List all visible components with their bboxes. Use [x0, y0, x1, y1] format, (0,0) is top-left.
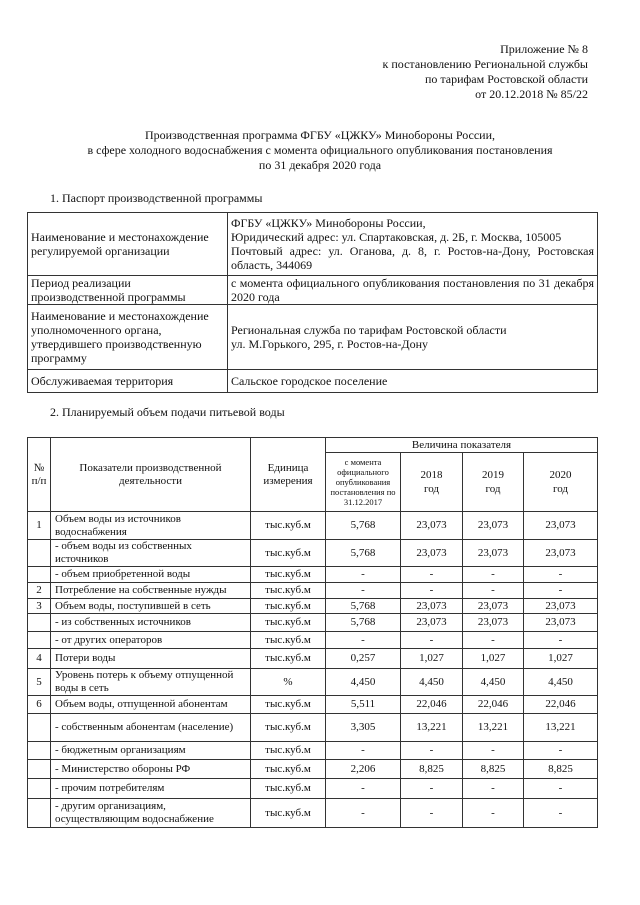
appendix-line: к постановлению Региональной службы	[382, 57, 588, 71]
indicator-name: Потери воды	[51, 649, 251, 669]
unit: тыс.куб.м	[251, 714, 326, 742]
row-number: 1	[28, 512, 51, 540]
year-word: год	[485, 483, 501, 495]
value-period-2017: 4,450	[326, 669, 401, 696]
water-supply-table	[27, 437, 598, 828]
title-line: Производственная программа ФГБУ «ЦЖКУ» Минобороны России,	[144, 128, 496, 142]
value-line: Юридический адрес: ул. Спартаковская, д. 2Б, г. Москва, 105005	[231, 230, 562, 244]
section-1-heading: 1. Паспорт производственной программы	[50, 191, 263, 205]
unit: тыс.куб.м	[251, 742, 326, 760]
header-2019	[463, 453, 524, 512]
row-number	[28, 799, 51, 828]
indicator-name: - из собственных источников	[51, 614, 251, 632]
header-num: № п/п	[28, 438, 51, 512]
indicator-name: Объем воды из источников водоснабжения	[51, 512, 251, 540]
value-2019: -	[463, 779, 524, 799]
year: 2019	[482, 469, 504, 481]
year-word: год	[552, 483, 569, 495]
table-row	[28, 540, 598, 567]
table-row	[28, 799, 598, 828]
value-2019: 22,046	[463, 696, 524, 714]
unit: тыс.куб.м	[251, 599, 326, 614]
table-row	[28, 599, 598, 614]
value-2020: 23,073	[524, 540, 598, 567]
passport-value: Сальское городское поселение	[228, 370, 598, 393]
indicator-name: Потребление на собственные нужды	[51, 583, 251, 599]
value-2020: 13,221	[524, 714, 598, 742]
appendix-line: по тарифам Ростовской области	[424, 72, 588, 86]
indicator-name: - другим организациям, осуществляющим водоснабжение	[51, 799, 251, 828]
table-row	[28, 779, 598, 799]
unit: %	[251, 669, 326, 696]
passport-label: Наименование и местонахождение уполномоченного органа, утвердившего производственную программу	[28, 305, 228, 370]
value-2020: -	[524, 583, 598, 599]
row-number	[28, 760, 51, 779]
header-value-group: Величина показателя	[326, 438, 598, 453]
value-2018: 23,073	[401, 540, 463, 567]
unit: тыс.куб.м	[251, 799, 326, 828]
value-2020: 23,073	[524, 614, 598, 632]
passport-value	[228, 213, 598, 276]
appendix-line: Приложение № 8	[500, 42, 588, 56]
passport-label: Обслуживаемая территория	[28, 370, 228, 393]
table-row	[28, 696, 598, 714]
value-2019: 4,450	[463, 669, 524, 696]
unit: тыс.куб.м	[251, 696, 326, 714]
row-number: 6	[28, 696, 51, 714]
value-period-2017: 5,768	[326, 512, 401, 540]
unit: тыс.куб.м	[251, 614, 326, 632]
table-row	[28, 583, 598, 599]
value-2019: 23,073	[463, 614, 524, 632]
value-line: ФГБУ «ЦЖКУ» Минобороны России,	[231, 216, 426, 230]
row-number	[28, 714, 51, 742]
value-2020: 4,450	[524, 669, 598, 696]
value-2020: -	[524, 742, 598, 760]
value-2020: 1,027	[524, 649, 598, 669]
indicator-name: - Министерство обороны РФ	[51, 760, 251, 779]
value-2019: -	[463, 567, 524, 583]
header-indicator: Показатели производственной деятельности	[51, 438, 251, 512]
table-row	[28, 649, 598, 669]
value-2019: 1,027	[463, 649, 524, 669]
header-2018	[401, 453, 463, 512]
unit: тыс.куб.м	[251, 583, 326, 599]
value-period-2017: -	[326, 742, 401, 760]
indicator-name: - объем воды из собственных источников	[51, 540, 251, 567]
value-period-2017: -	[326, 567, 401, 583]
unit: тыс.куб.м	[251, 760, 326, 779]
value-2019: 23,073	[463, 599, 524, 614]
value-2018: -	[401, 799, 463, 828]
row-number: 2	[28, 583, 51, 599]
year: 2020	[549, 469, 572, 481]
value-period-2017: -	[326, 799, 401, 828]
year-word: год	[423, 483, 440, 495]
value-2018: -	[401, 567, 463, 583]
value-2018: 23,073	[401, 614, 463, 632]
table-row	[28, 742, 598, 760]
value-2018: 23,073	[401, 512, 463, 540]
value-2020: -	[524, 632, 598, 649]
value-period-2017: -	[326, 779, 401, 799]
value-line: ул. М.Горького, 295, г. Ростов-на-Дону	[231, 337, 428, 351]
value-period-2017: 5,511	[326, 696, 401, 714]
passport-label: Период реализации производственной программы	[28, 276, 228, 305]
table-row	[28, 512, 598, 540]
value-period-2017: 2,206	[326, 760, 401, 779]
table-row	[28, 614, 598, 632]
value-2020: 8,825	[524, 760, 598, 779]
value-2019: -	[463, 632, 524, 649]
value-period-2017: 5,768	[326, 540, 401, 567]
value-2018: 1,027	[401, 649, 463, 669]
value-2019: -	[463, 742, 524, 760]
header-unit: Единица измерения	[251, 438, 326, 512]
passport-label: Наименование и местонахождение регулируемой организации	[28, 213, 228, 276]
passport-row	[28, 276, 598, 305]
value-2020: -	[524, 799, 598, 828]
value-period-2017: -	[326, 632, 401, 649]
passport-row	[28, 370, 598, 393]
passport-value: с момента официального опубликования постановления по 31 декабря 2020 года	[228, 276, 598, 305]
indicator-name: - собственным абонентам (население)	[51, 714, 251, 742]
passport-value	[228, 305, 598, 370]
value-2019: 23,073	[463, 512, 524, 540]
title-line: в сфере холодного водоснабжения с момента официального опубликования постановления	[87, 143, 553, 157]
value-line: Региональная служба по тарифам Ростовской области	[231, 323, 507, 337]
indicator-name: Уровень потерь к объему отпущенной воды в сеть	[51, 669, 251, 696]
passport-row	[28, 213, 598, 276]
row-number: 4	[28, 649, 51, 669]
table-row	[28, 632, 598, 649]
value-2020: -	[524, 567, 598, 583]
passport-row	[28, 305, 598, 370]
value-2019: -	[463, 799, 524, 828]
value-period-2017: 5,768	[326, 614, 401, 632]
indicator-name: - бюджетным организациям	[51, 742, 251, 760]
value-2019: 13,221	[463, 714, 524, 742]
title-line: по 31 декабря 2020 года	[258, 158, 382, 172]
value-2018: 4,450	[401, 669, 463, 696]
value-2018: -	[401, 583, 463, 599]
row-number	[28, 540, 51, 567]
indicator-name: Объем воды, поступившей в сеть	[51, 599, 251, 614]
indicator-name: - объем приобретенной воды	[51, 567, 251, 583]
indicator-name: Объем воды, отпущенной абонентам	[51, 696, 251, 714]
value-period-2017: 5,768	[326, 599, 401, 614]
value-2018: -	[401, 779, 463, 799]
value-line: Почтовый адрес: ул. Оганова, д. 8, г. Ростов-на-Дону, Ростовская область, 344069	[231, 244, 594, 272]
value-2020: -	[524, 779, 598, 799]
passport-table	[27, 212, 598, 393]
value-2020: 23,073	[524, 512, 598, 540]
unit: тыс.куб.м	[251, 649, 326, 669]
value-period-2017: 0,257	[326, 649, 401, 669]
unit: тыс.куб.м	[251, 632, 326, 649]
unit: тыс.куб.м	[251, 779, 326, 799]
value-2018: -	[401, 742, 463, 760]
value-2018: 8,825	[401, 760, 463, 779]
row-number	[28, 632, 51, 649]
unit: тыс.куб.м	[251, 540, 326, 567]
year: 2018	[420, 469, 443, 481]
unit: тыс.куб.м	[251, 512, 326, 540]
row-number	[28, 614, 51, 632]
row-number: 5	[28, 669, 51, 696]
value-2020: 23,073	[524, 599, 598, 614]
header-2020	[524, 453, 598, 512]
value-2019: 23,073	[463, 540, 524, 567]
row-number	[28, 779, 51, 799]
document-title	[0, 128, 640, 173]
appendix-reference	[383, 42, 588, 102]
value-2018: 22,046	[401, 696, 463, 714]
value-period-2017: 3,305	[326, 714, 401, 742]
table-row	[28, 760, 598, 779]
section-2-heading: 2. Планируемый объем подачи питьевой воды	[50, 405, 285, 419]
value-2019: -	[463, 583, 524, 599]
row-number	[28, 742, 51, 760]
value-2019: 8,825	[463, 760, 524, 779]
appendix-line: от 20.12.2018 № 85/22	[475, 87, 588, 101]
table-row	[28, 567, 598, 583]
value-2018: 13,221	[401, 714, 463, 742]
table-row	[28, 669, 598, 696]
value-2020: 22,046	[524, 696, 598, 714]
row-number: 3	[28, 599, 51, 614]
row-number	[28, 567, 51, 583]
value-2018: 23,073	[401, 599, 463, 614]
value-2018: -	[401, 632, 463, 649]
unit: тыс.куб.м	[251, 567, 326, 583]
header-period-2017: с момента официального опубликования постановления по 31.12.2017	[326, 453, 401, 512]
indicator-name: - от других операторов	[51, 632, 251, 649]
table-row	[28, 714, 598, 742]
value-period-2017: -	[326, 583, 401, 599]
indicator-name: - прочим потребителям	[51, 779, 251, 799]
